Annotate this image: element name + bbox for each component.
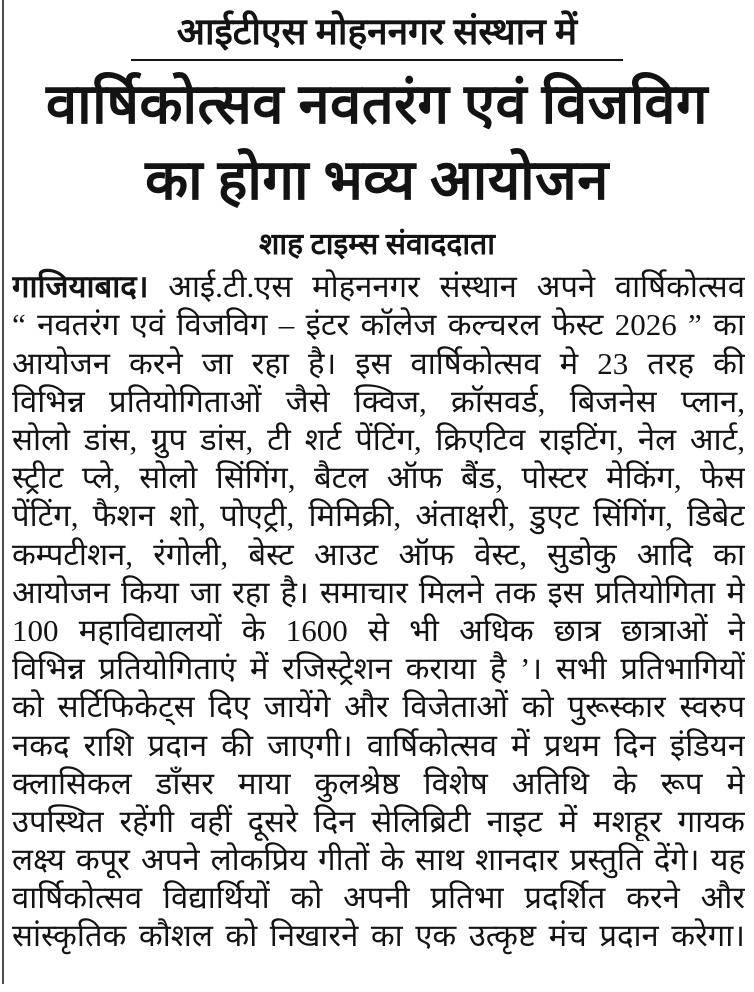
article-line: को सर्टिफिकेट्स दिए जायेंगे और विजेताओं को पुरूस्कार स्वरुप: [12, 689, 745, 725]
article-line: आयोजन किया जा रहा है। समाचार मिलने तक इस प्रतियोगिता मे: [12, 574, 745, 610]
article-line: क्लासिकल डाँसर माया कुलश्रेष्ठ विशेष अतिथि के रूप मे: [12, 765, 745, 801]
kicker-row: [0, 0, 754, 61]
article-line: स्ट्रीट प्ले, सोलो सिंगिंग, बैटल ऑफ बैंड, पोस्टर मेकिंग, फेस: [12, 460, 745, 496]
article-line: पेंटिंग, फैशन शो, पोएट्री, मिमिक्री, अंताक्षरी, डुएट सिंगिंग, डिबेट: [12, 498, 745, 534]
byline: शाह टाइम्स संवाददाता: [259, 228, 495, 262]
article-body: [12, 268, 745, 955]
dateline: गाजियाबाद।: [12, 269, 149, 305]
article-line: वार्षिकोत्सव विद्यार्थियों को अपनी प्रतिभा प्रदर्शित करने और: [12, 880, 745, 916]
article-line: “ नवतरंग एवं विजविग – इंटर कॉलेज कल्चरल फेस्ट 2026 ” का: [12, 307, 745, 343]
article-line: उपस्थित रहेंगी वहीं दूसरे दिन सेलिब्रिटी नाइट में मशहूर गायक: [12, 803, 745, 839]
article-line: नकद राशि प्रदान की जाएगी। वार्षिकोत्सव में प्रथम दिन इंडियन: [12, 727, 745, 763]
article-line: गाजियाबाद। आई.टी.एस मोहननगर संस्थान अपने वार्षिकोत्सव: [12, 269, 745, 305]
article-line: आयोजन करने जा रहा है। इस वार्षिकोत्सव मे 23 तरह की: [12, 345, 745, 381]
left-column-rule: [2, 0, 4, 984]
article-line: लक्ष्य कपूर अपने लोकप्रिय गीतों के साथ शानदार प्रस्तुति देंगे। यह: [12, 842, 745, 878]
headline-line-1: वार्षिकोत्सव नवतरंग एवं विजविग: [45, 73, 709, 136]
article-line: सोलो डांस, ग्रुप डांस, टी शर्ट पेंटिंग, क्रिएटिव राइटिंग, नेल आर्ट,: [12, 422, 745, 457]
headline-line-2: का होगा भव्य आयोजन: [145, 150, 609, 213]
article-line: कम्पटीशन, रंगोली, बेस्ट आउट ऑफ वेस्ट, सुडोकु आदि का: [12, 536, 745, 572]
article-line: विभिन्न प्रतियोगिताओं जैसे क्विज, क्रॉसवर्ड, बिजनेस प्लान,: [12, 383, 745, 419]
headline: [4, 67, 750, 219]
kicker-text: आईटीएस मोहननगर संस्थान में: [131, 8, 623, 61]
article-line: विभिन्न प्रतियोगिताएं में रजिस्ट्रेशन कराया है ’। सभी प्रतिभागियों: [12, 651, 745, 687]
article-line: सांस्कृतिक कौशल को निखारने का एक उत्कृष्ट मंच प्रदान करेगा।: [12, 918, 745, 954]
article-line: 100 महाविद्यालयों के 1600 से भी अधिक छात्र छात्राओं ने: [12, 612, 745, 648]
